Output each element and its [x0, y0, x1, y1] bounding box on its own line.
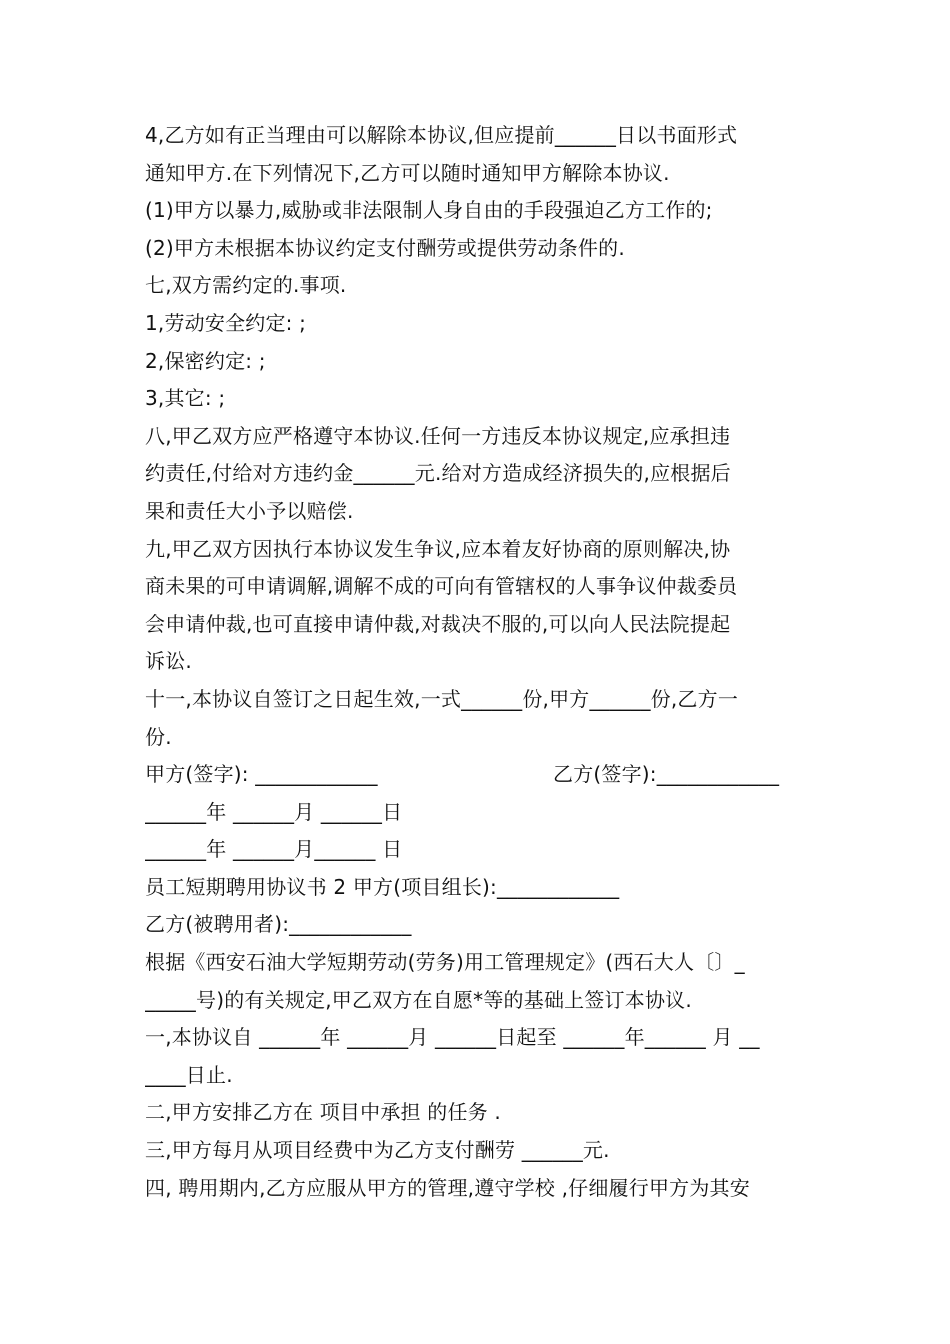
text-line: 果和责任大小予以赔偿. — [145, 498, 354, 523]
text-line: 四, 聘用期内,乙方应服从甲方的管理,遵守学校 ,仔细履行甲方为其安 — [145, 1175, 750, 1200]
text-line: 三,甲方每月从项目经费中为乙方支付酬劳 ______元. — [145, 1138, 610, 1163]
text-line: 诉讼. — [145, 649, 192, 674]
date-line: ______年 ______月 ______日 — [145, 799, 403, 824]
section-heading: 七,双方需约定的.事项. — [145, 273, 347, 298]
text-line: 2,保密约定: ; — [145, 348, 266, 373]
text-line: 根据《西安石油大学短期劳动(劳务)用工管理规定》(西石大人〔〕_ — [145, 950, 745, 975]
text-line: 1,劳动安全约定: ; — [145, 310, 307, 335]
party-b-signature: 乙方(签字):____________ — [553, 762, 780, 787]
document-body — [145, 117, 810, 1207]
signature-row — [145, 756, 810, 794]
document-title-line: 员工短期聘用协议书 2 甲方(项目组长):____________ — [145, 874, 620, 899]
text-line: 4,乙方如有正当理由可以解除本协议,但应提前______日以书面形式 — [145, 123, 738, 147]
text-line: (2)甲方未根据本协议约定支付酬劳或提供劳动条件的. — [145, 235, 625, 260]
party-a-signature: 甲方(签字): ____________ — [145, 762, 378, 787]
text-line: 乙方(被聘用者):____________ — [145, 912, 412, 937]
text-line: 十一,本协议自签订之日起生效,一式______份,甲方______份,乙方一 — [145, 686, 739, 711]
text-line: 约责任,付给对方违约金______元.给对方造成经济损失的,应根据后 — [145, 461, 731, 486]
text-line: 二,甲方安排乙方在 项目中承担 的任务 . — [145, 1100, 501, 1125]
text-line: 商未果的可申请调解,调解不成的可向有管辖权的人事争议仲裁委员 — [145, 574, 738, 599]
text-line: 一,本协议自 ______年 ______月 ______日起至 ______年______ 月 __ — [145, 1025, 760, 1050]
date-line: ______年 ______月______ 日 — [145, 837, 403, 862]
text-line: (1)甲方以暴力,威胁或非法限制人身自由的手段强迫乙方工作的; — [145, 198, 713, 223]
text-line: 会申请仲裁,也可直接申请仲裁,对裁决不服的,可以向人民法院提起 — [145, 611, 731, 636]
text-line: 八,甲乙双方应严格遵守本协议.任何一方违反本协议规定,应承担违 — [145, 423, 731, 448]
text-line: 通知甲方.在下列情况下,乙方可以随时通知甲方解除本协议. — [145, 160, 670, 185]
text-line: 3,其它: ; — [145, 386, 226, 411]
text-line: _____号)的有关规定,甲乙双方在自愿*等的基础上签订本协议. — [145, 987, 692, 1012]
text-line: ____日止. — [145, 1062, 233, 1087]
text-line: 份. — [145, 724, 172, 749]
text-line: 九,甲乙双方因执行本协议发生争议,应本着友好协商的原则解决,协 — [145, 536, 731, 561]
